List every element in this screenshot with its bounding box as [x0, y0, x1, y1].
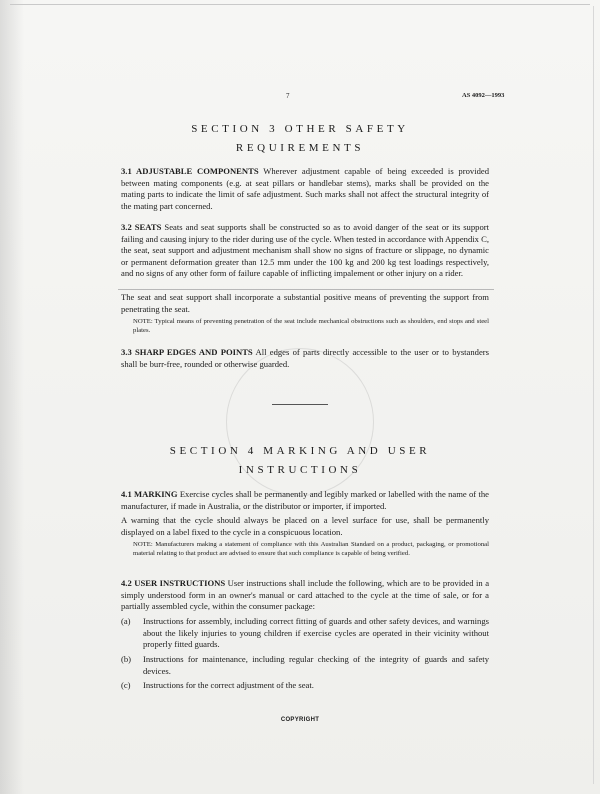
clause-3-2-heading: 3.2 SEATS: [121, 222, 162, 232]
clause-4-1: [121, 489, 489, 512]
clause-4-2-text: User instructions shall include the following, which are to be provided in a simply understood form in an owner's manual or card attached to the cycle at the time of sale, or for a partially assembled cycle, within the consumer package:: [121, 578, 490, 611]
list-item-label: (c): [121, 680, 131, 690]
clause-3-3-heading: 3.3 SHARP EDGES AND POINTS: [121, 347, 253, 357]
scan-fold-line: [118, 289, 494, 290]
clause-3-2-note: NOTE: Typical means of preventing penetration of the seat include mechanical obstructions such as shoulders, end stops and steel plates.: [133, 318, 489, 335]
section-divider: [272, 404, 328, 405]
clause-3-1: [121, 166, 489, 212]
clause-4-2: [121, 578, 489, 613]
clause-3-2-text: Seats and seat supports shall be constructed so as to avoid danger of the seat or its support failing and causing injury to the rider during use of the cycle. When tested in accordance with Appendix C, the seat, seat support and adjustment mechanism shall show no signs of fracture or slippage, no dynamic or permanent deformation greater than 12.5 mm under the 100 kg and 200 kg test loadings respectively, and no signs of any other form of failure capable of inflicting impalement or other injury on a rider.: [121, 222, 489, 278]
section-3-title-line1: SECTION 3 OTHER SAFETY: [191, 123, 409, 135]
list-item-label: (b): [121, 654, 132, 664]
clause-3-2: [121, 222, 489, 280]
clause-4-1-heading: 4.1 MARKING: [121, 489, 178, 499]
clause-4-1-paragraph-2: A warning that the cycle should always be placed on a level surface for use, shall be permanently displayed on a label fixed to the cycle in a conspicuous location.: [121, 515, 489, 537]
page-number: 7: [286, 92, 290, 100]
section-4-title-line2: INSTRUCTIONS: [238, 464, 362, 476]
clause-3-3-text: All edges of parts directly accessible to the user or to bystanders shall be burr-free, rounded or otherwise guarded.: [121, 347, 489, 369]
section-4-title-line1: SECTION 4 MARKING AND USER: [169, 445, 431, 457]
scan-right-border: [593, 6, 594, 784]
list-item-text: Instructions for assembly, including correct fitting of guards and other safety devices, and warnings about the likely injuries to young children if exercise cycles are operated in their vicinity without properly fitted guards.: [143, 616, 489, 649]
section-3-title-line2: REQUIREMENTS: [235, 142, 365, 154]
standard-reference: AS 4092—1993: [462, 92, 505, 99]
clause-3-3: [121, 347, 489, 370]
section-3-title: [110, 120, 490, 158]
list-item-label: (a): [121, 616, 131, 626]
scan-top-border: [10, 4, 590, 5]
copyright-footer: COPYRIGHT: [280, 717, 320, 723]
list-item-text: Instructions for maintenance, including regular checking of the integrity of guards and safety devices.: [143, 654, 489, 676]
clause-4-2-heading: 4.2 USER INSTRUCTIONS: [121, 578, 226, 588]
section-4-title: [110, 442, 490, 480]
list-item-text: Instructions for the correct adjustment of the seat.: [143, 680, 314, 690]
clause-3-1-text: Wherever adjustment capable of being exceeded is provided between mating components (e.g. at seat pillars or handlebar stems), marks shall be provided on the mating parts to indicate the limit of safe adjustment. Such marks shall not affect the structural integrity of the mating part concerned.: [121, 166, 489, 211]
clause-4-1-text: Exercise cycles shall be permanently and legibly marked or labelled with the name of the manufacturer, if made in Australia, or the distributor or importer, if imported.: [121, 489, 489, 511]
scan-edge-shadow: [0, 0, 24, 794]
clause-3-1-heading: 3.1 ADJUSTABLE COMPONENTS: [121, 166, 259, 176]
clause-4-1-note: NOTE: Manufacturers making a statement of compliance with this Australian Standard on a product, packaging, or promotional material relating to that product are advised to ensure that such compliance is capable of being verified.: [133, 541, 489, 558]
clause-3-2-paragraph-2: The seat and seat support shall incorporate a substantial positive means of preventing the support from penetrating the seat.: [121, 292, 489, 314]
